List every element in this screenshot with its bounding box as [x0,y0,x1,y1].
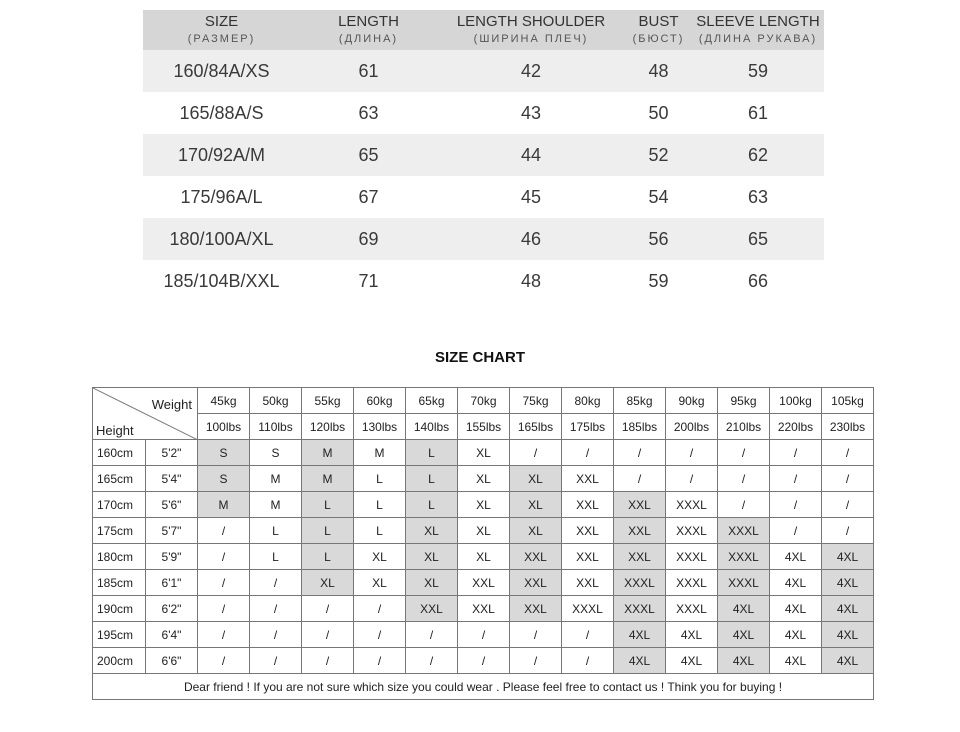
size-cell: M [302,440,354,466]
measurement-value: 42 [520,60,542,81]
size-cell: XXL [510,544,562,570]
size-cell: XXXL [614,570,666,596]
size-cell: L [302,492,354,518]
size-cell: XXL [562,492,614,518]
size-cell: M [302,466,354,492]
size-cell: M [354,440,406,466]
weight-lbs-cell: 110lbs [250,414,302,440]
size-cell: XXL [562,544,614,570]
measurement-cell [300,218,437,260]
measurement-cell [143,134,300,176]
weight-kg-cell: 65kg [406,388,458,414]
size-cell: / [250,596,302,622]
weight-lbs-cell: 185lbs [614,414,666,440]
size-cell: XXXL [666,544,718,570]
footer-row [93,674,874,700]
height-ft-cell: 5'7" [146,518,198,544]
measurement-cell [437,260,625,302]
measurement-value: 165/88A/S [179,102,264,123]
weight-kg-row [93,388,874,414]
size-cell: / [510,622,562,648]
size-cell: M [198,492,250,518]
size-cell: XXL [458,596,510,622]
height-ft-cell: 5'4" [146,466,198,492]
size-cell: 4XL [822,622,874,648]
size-cell: / [562,622,614,648]
measurement-value: 52 [648,144,669,165]
measurement-cell [300,50,437,92]
height-ft-cell: 6'2" [146,596,198,622]
size-cell: XL [458,440,510,466]
measurement-rows [143,50,824,302]
size-cell: L [354,492,406,518]
size-cell: XXXL [718,570,770,596]
size-cell: / [458,622,510,648]
size-cell: XL [406,544,458,570]
measurement-row [143,218,824,260]
size-cell: / [666,440,718,466]
size-cell: / [718,492,770,518]
size-cell: XXL [562,570,614,596]
size-cell: / [770,466,822,492]
size-cell: 4XL [770,570,822,596]
size-cell: / [822,518,874,544]
size-cell: 4XL [770,544,822,570]
measurement-value: 65 [747,228,769,249]
header-length [300,10,437,50]
measurement-row [143,176,824,218]
size-cell: / [198,622,250,648]
measurement-value: 180/100A/XL [169,228,274,249]
measurement-value: 44 [520,144,542,165]
height-cm-cell: 185cm [93,570,146,596]
measurement-value: 65 [358,144,379,165]
weight-kg-cell: 105kg [822,388,874,414]
size-cell: / [302,622,354,648]
height-ft-cell: 6'1" [146,570,198,596]
size-cell: XXL [562,466,614,492]
size-cell: XXXL [666,570,718,596]
measurement-value: 63 [358,102,379,123]
size-cell: / [406,622,458,648]
weight-height-corner [93,388,198,440]
measurement-value: 63 [747,186,769,207]
header-size-en: SIZE [204,13,239,30]
measurement-value: 160/84A/XS [173,60,270,81]
measurement-table [143,10,824,302]
size-cell: L [406,440,458,466]
size-cell: XXXL [614,596,666,622]
size-cell: 4XL [770,648,822,674]
weight-kg-cell: 50kg [250,388,302,414]
header-bust [625,10,692,50]
measurement-value: 62 [747,144,769,165]
size-cell: L [250,518,302,544]
size-cell: L [250,544,302,570]
weight-lbs-cell: 165lbs [510,414,562,440]
height-cm-cell: 200cm [93,648,146,674]
size-cell: XL [510,518,562,544]
size-cell: / [666,466,718,492]
size-cell: 4XL [718,622,770,648]
weight-lbs-cell: 210lbs [718,414,770,440]
weight-lbs-cell: 130lbs [354,414,406,440]
header-size-ru: (РАЗМЕР) [187,33,256,45]
size-cell: / [250,648,302,674]
weight-kg-cell: 55kg [302,388,354,414]
height-label: Height [96,423,134,438]
size-cell: / [198,596,250,622]
size-cell: / [302,596,354,622]
size-cell: XXL [614,518,666,544]
size-cell: XXL [562,518,614,544]
size-cell: 4XL [614,648,666,674]
weight-lbs-cell: 120lbs [302,414,354,440]
weight-lbs-cell: 155lbs [458,414,510,440]
measurement-value: 43 [520,102,542,123]
height-cm-cell: 160cm [93,440,146,466]
measurement-cell [625,134,692,176]
measurement-cell [437,176,625,218]
size-cell: XL [354,570,406,596]
size-cell: S [198,466,250,492]
measurement-row [143,260,824,302]
size-cell: / [354,648,406,674]
weight-kg-cell: 70kg [458,388,510,414]
size-cell: XXXL [666,518,718,544]
size-cell: XL [354,544,406,570]
measurement-value: 185/104B/XXL [163,270,280,291]
height-cm-cell: 190cm [93,596,146,622]
measurement-value: 45 [520,186,542,207]
measurement-value: 170/92A/M [177,144,266,165]
measurement-cell [692,134,824,176]
size-cell: 4XL [770,596,822,622]
measurement-header-row [143,10,824,50]
size-cell: 4XL [822,648,874,674]
size-cell: / [718,466,770,492]
height-ft-cell: 6'6" [146,648,198,674]
weight-lbs-cell: 230lbs [822,414,874,440]
weight-kg-cell: 45kg [198,388,250,414]
measurement-row [143,50,824,92]
size-cell: / [770,518,822,544]
size-cell: XL [458,518,510,544]
size-row [93,466,874,492]
footer-note: Dear friend ! If you are not sure which size you could wear . Please feel free to contact us ! Think you for buying ! [93,674,874,700]
weight-kg-cell: 75kg [510,388,562,414]
size-cell: / [562,440,614,466]
measurement-cell [300,176,437,218]
header-sleeve [692,10,824,50]
weight-lbs-cell: 220lbs [770,414,822,440]
measurement-cell [692,260,824,302]
measurement-cell [692,50,824,92]
header-bust-ru: (БЮСТ) [632,33,685,45]
size-row [93,492,874,518]
header-sleeve-en: SLEEVE LENGTH [696,13,820,30]
measurement-cell [625,218,692,260]
measurement-value: 67 [358,186,379,207]
measurement-value: 59 [648,270,669,291]
measurement-value: 61 [358,60,379,81]
weight-lbs-cell: 200lbs [666,414,718,440]
size-row [93,596,874,622]
size-cell: XXL [406,596,458,622]
size-cell: / [198,544,250,570]
measurement-value: 66 [747,270,769,291]
height-cm-cell: 180cm [93,544,146,570]
size-cell: XL [302,570,354,596]
measurement-cell [437,92,625,134]
height-ft-cell: 5'2" [146,440,198,466]
size-chart-title: SIZE CHART [435,349,525,366]
size-cell: / [770,440,822,466]
size-cell: / [718,440,770,466]
measurement-row [143,92,824,134]
measurement-cell [625,260,692,302]
weight-label: Weight [151,397,192,412]
size-cell: XXXL [666,596,718,622]
size-cell: S [250,440,302,466]
size-cell: / [770,492,822,518]
size-cell: S [198,440,250,466]
measurement-cell [300,92,437,134]
size-cell: 4XL [666,648,718,674]
measurement-cell [300,134,437,176]
size-cell: / [198,648,250,674]
size-cell: / [822,492,874,518]
size-cell: 4XL [822,570,874,596]
measurement-cell [437,50,625,92]
size-cell: 4XL [718,596,770,622]
header-shoulder-en: LENGTH SHOULDER [456,13,606,30]
weight-kg-cell: 80kg [562,388,614,414]
measurement-cell [692,92,824,134]
size-cell: / [510,440,562,466]
size-cell: XL [458,466,510,492]
size-cell: 4XL [822,544,874,570]
measurement-cell [300,260,437,302]
measurement-cell [692,218,824,260]
measurement-cell [625,176,692,218]
measurement-value: 54 [648,186,669,207]
size-cell: L [354,466,406,492]
measurement-value: 50 [648,102,669,123]
measurement-value: 61 [747,102,769,123]
height-cm-cell: 195cm [93,622,146,648]
measurement-cell [625,92,692,134]
size-cell: L [354,518,406,544]
size-cell: XXXL [562,596,614,622]
size-row [93,518,874,544]
header-shoulder-ru: (ШИРИНА ПЛЕЧ) [473,33,589,45]
size-cell: / [822,466,874,492]
size-cell: / [198,518,250,544]
height-ft-cell: 5'6" [146,492,198,518]
size-cell: / [822,440,874,466]
size-cell: / [614,466,666,492]
weight-kg-cell: 85kg [614,388,666,414]
size-row [93,622,874,648]
header-bust-en: BUST [638,13,679,30]
size-cell: / [250,622,302,648]
measurement-cell [143,92,300,134]
measurement-value: 48 [648,60,669,81]
header-length-ru: (ДЛИНА) [338,33,399,45]
size-cell: XXXL [666,492,718,518]
measurement-value: 71 [358,270,379,291]
size-cell: XXL [510,596,562,622]
weight-kg-cell: 100kg [770,388,822,414]
size-cell: L [302,544,354,570]
size-row [93,570,874,596]
size-chart-grid [92,387,874,700]
measurement-value: 69 [358,228,379,249]
size-cell: XL [406,518,458,544]
size-cell: / [562,648,614,674]
measurement-value: 175/96A/L [180,186,263,207]
height-ft-cell: 6'4" [146,622,198,648]
size-cell: 4XL [718,648,770,674]
size-cell: 4XL [614,622,666,648]
measurement-cell [692,176,824,218]
header-sleeve-ru: (ДЛИНА РУКАВА) [698,33,818,45]
size-cell: / [406,648,458,674]
size-cell: XXL [614,492,666,518]
weight-lbs-cell: 100lbs [198,414,250,440]
size-cell: / [198,570,250,596]
measurement-value: 59 [747,60,769,81]
size-cell: XL [510,492,562,518]
size-cell: / [354,622,406,648]
size-cell: / [614,440,666,466]
size-cell: / [510,648,562,674]
weight-kg-cell: 90kg [666,388,718,414]
size-cell: XL [458,492,510,518]
measurement-cell [437,134,625,176]
measurement-value: 48 [520,270,542,291]
size-cell: M [250,466,302,492]
size-cell: XL [406,570,458,596]
weight-kg-cell: 60kg [354,388,406,414]
size-cell: L [406,492,458,518]
size-cell: XXL [458,570,510,596]
height-ft-cell: 5'9" [146,544,198,570]
measurement-value: 56 [648,228,669,249]
size-cell: XL [510,466,562,492]
size-row [93,544,874,570]
height-cm-cell: 175cm [93,518,146,544]
weight-kg-cell: 95kg [718,388,770,414]
measurement-cell [143,260,300,302]
measurement-cell [143,50,300,92]
size-cell: XL [458,544,510,570]
size-cell: XXL [510,570,562,596]
size-cell: L [302,518,354,544]
size-cell: M [250,492,302,518]
measurement-row [143,134,824,176]
weight-lbs-cell: 175lbs [562,414,614,440]
size-row [93,440,874,466]
measurement-cell [143,218,300,260]
size-cell: / [458,648,510,674]
header-length-en: LENGTH [338,13,399,30]
size-row [93,648,874,674]
size-cell: / [250,570,302,596]
size-cell: XXXL [718,544,770,570]
size-cell: 4XL [770,622,822,648]
weight-lbs-cell: 140lbs [406,414,458,440]
size-cell: XXL [614,544,666,570]
measurement-cell [437,218,625,260]
measurement-cell [625,50,692,92]
size-cell: / [302,648,354,674]
measurement-value: 46 [520,228,542,249]
size-cell: XXXL [718,518,770,544]
header-shoulder [437,10,625,50]
size-cell: / [354,596,406,622]
height-cm-cell: 165cm [93,466,146,492]
header-size [143,10,300,50]
weight-lbs-row [93,414,874,440]
measurement-cell [143,176,300,218]
height-cm-cell: 170cm [93,492,146,518]
size-cell: 4XL [822,596,874,622]
size-cell: L [406,466,458,492]
size-cell: 4XL [666,622,718,648]
